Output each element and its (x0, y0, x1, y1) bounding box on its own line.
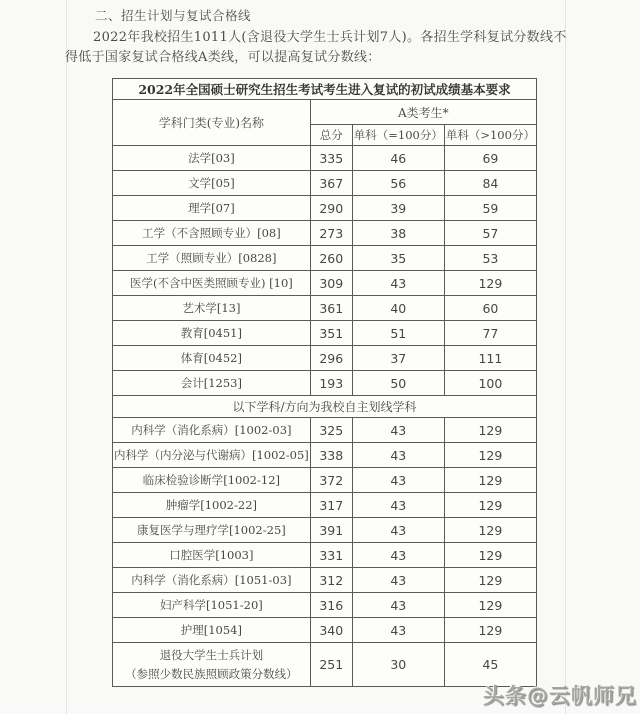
total-score-cell: 260 (310, 246, 352, 271)
table-row (113, 271, 537, 296)
veteran-plan-row (113, 643, 537, 687)
single-gt100-cell: 59 (444, 196, 536, 221)
single-eq100-cell: 40 (352, 296, 444, 321)
single-gt100-cell: 45 (444, 643, 536, 687)
discipline-name-cell: 内科学（内分泌与代谢病）[1002-05] (113, 443, 311, 468)
single-eq100-cell: 56 (352, 171, 444, 196)
discipline-name-cell: 内科学（消化系病）[1051-03] (113, 568, 311, 593)
total-score-cell: 367 (310, 171, 352, 196)
table-row (113, 296, 537, 321)
total-score-cell: 312 (310, 568, 352, 593)
subheader-single-gt100: 单科（>100分） (444, 125, 536, 146)
total-score-cell: 351 (310, 321, 352, 346)
table-row (113, 568, 537, 593)
total-score-cell: 273 (310, 221, 352, 246)
discipline-name-cell: 妇产科学[1051-20] (113, 593, 311, 618)
table-row (113, 196, 537, 221)
total-score-cell: 338 (310, 443, 352, 468)
total-score-cell: 193 (310, 371, 352, 396)
single-gt100-cell: 129 (444, 568, 536, 593)
total-score-cell: 290 (310, 196, 352, 221)
discipline-name-cell: 体育[0452] (113, 346, 311, 371)
single-eq100-cell: 37 (352, 346, 444, 371)
total-score-cell: 317 (310, 493, 352, 518)
single-eq100-cell: 43 (352, 443, 444, 468)
single-gt100-cell: 129 (444, 418, 536, 443)
single-gt100-cell: 84 (444, 171, 536, 196)
single-gt100-cell: 77 (444, 321, 536, 346)
discipline-name-cell: 临床检验诊断学[1002-12] (113, 468, 311, 493)
table-title-row (113, 79, 537, 100)
veteran-plan-name-line-2: （参照少数民族照顾政策分数线） (125, 666, 298, 681)
section-label: 以下学科/方向为我校自主划线学科 (113, 396, 537, 418)
discipline-name-cell: 口腔医学[1003] (113, 543, 311, 568)
total-score-cell: 372 (310, 468, 352, 493)
single-eq100-cell: 46 (352, 146, 444, 171)
discipline-name-cell: 理学[07] (113, 196, 311, 221)
total-score-cell: 316 (310, 593, 352, 618)
self-drawn-line-section-row (113, 396, 537, 418)
table-row (113, 593, 537, 618)
single-gt100-cell: 69 (444, 146, 536, 171)
table-row (113, 493, 537, 518)
group-header-a-class: A类考生* (310, 100, 536, 125)
single-gt100-cell: 129 (444, 443, 536, 468)
table-header-row-1 (113, 100, 537, 125)
total-score-cell: 361 (310, 296, 352, 321)
discipline-name-cell: 教育[0451] (113, 321, 311, 346)
single-eq100-cell: 50 (352, 371, 444, 396)
discipline-name-cell: 护理[1054] (113, 618, 311, 643)
table-row (113, 246, 537, 271)
single-gt100-cell: 57 (444, 221, 536, 246)
table-row (113, 221, 537, 246)
name-column-header: 学科门类(专业)名称 (113, 100, 311, 146)
single-gt100-cell: 129 (444, 271, 536, 296)
table-row (113, 418, 537, 443)
discipline-name-cell: 肿瘤学[1002-22] (113, 493, 311, 518)
table-row (113, 146, 537, 171)
single-eq100-cell: 43 (352, 468, 444, 493)
single-eq100-cell: 51 (352, 321, 444, 346)
total-score-cell: 296 (310, 346, 352, 371)
single-eq100-cell: 43 (352, 271, 444, 296)
single-gt100-cell: 129 (444, 493, 536, 518)
single-gt100-cell: 129 (444, 618, 536, 643)
discipline-name-cell: 医学(不含中医类照顾专业) [10] (113, 271, 311, 296)
table-row (113, 468, 537, 493)
total-score-cell: 391 (310, 518, 352, 543)
discipline-name-cell: 会计[1253] (113, 371, 311, 396)
table-title: 2022年全国硕士研究生招生考试考生进入复试的初试成绩基本要求 (113, 79, 537, 100)
intro-paragraph (65, 28, 567, 68)
discipline-name-cell: 文学[05] (113, 171, 311, 196)
veteran-plan-name-line-1: 退役大学生士兵计划 (159, 647, 264, 662)
table-row (113, 543, 537, 568)
total-score-cell: 340 (310, 618, 352, 643)
single-eq100-cell: 43 (352, 418, 444, 443)
total-score-cell: 251 (310, 643, 352, 687)
total-score-cell: 309 (310, 271, 352, 296)
single-eq100-cell: 43 (352, 493, 444, 518)
table-row (113, 171, 537, 196)
discipline-name-cell: 内科学（消化系病）[1002-03] (113, 418, 311, 443)
single-eq100-cell: 35 (352, 246, 444, 271)
single-gt100-cell: 60 (444, 296, 536, 321)
intro-paragraph-line-2: 得低于国家复试合格线A类线，可以提高复试分数线： (65, 50, 381, 65)
single-eq100-cell: 39 (352, 196, 444, 221)
single-gt100-cell: 129 (444, 518, 536, 543)
page-right-edge-line (565, 0, 566, 714)
page-left-edge-line (66, 0, 67, 714)
single-gt100-cell: 111 (444, 346, 536, 371)
discipline-name-cell (113, 643, 311, 687)
single-eq100-cell: 30 (352, 643, 444, 687)
single-eq100-cell: 43 (352, 543, 444, 568)
single-gt100-cell: 129 (444, 593, 536, 618)
discipline-name-cell: 康复医学与理疗学[1002-25] (113, 518, 311, 543)
single-eq100-cell: 43 (352, 593, 444, 618)
total-score-cell: 325 (310, 418, 352, 443)
table-row (113, 371, 537, 396)
watermark: 头条@云帆师兄 (483, 684, 637, 708)
discipline-name-cell: 工学（不含照顾专业）[08] (113, 221, 311, 246)
single-eq100-cell: 43 (352, 568, 444, 593)
table-row (113, 518, 537, 543)
subheader-single-eq100: 单科（=100分） (352, 125, 444, 146)
single-eq100-cell: 43 (352, 518, 444, 543)
discipline-name-cell: 艺术学[13] (113, 296, 311, 321)
single-gt100-cell: 129 (444, 468, 536, 493)
total-score-cell: 331 (310, 543, 352, 568)
intro-paragraph-line-1: 2022年我校招生1011人(含退役大学生士兵计划7人)。各招生学科复试分数线不 (93, 30, 567, 45)
section-heading: 二、招生计划与复试合格线 (95, 8, 252, 23)
table-row (113, 346, 537, 371)
subheader-total-score: 总分 (310, 125, 352, 146)
discipline-name-cell: 法学[03] (113, 146, 311, 171)
table-row (113, 618, 537, 643)
table-row (113, 443, 537, 468)
single-gt100-cell: 53 (444, 246, 536, 271)
discipline-name-cell: 工学（照顾专业）[0828] (113, 246, 311, 271)
single-gt100-cell: 129 (444, 543, 536, 568)
single-eq100-cell: 43 (352, 618, 444, 643)
single-gt100-cell: 100 (444, 371, 536, 396)
total-score-cell: 335 (310, 146, 352, 171)
table-row (113, 321, 537, 346)
admission-score-table (112, 78, 537, 687)
single-eq100-cell: 38 (352, 221, 444, 246)
